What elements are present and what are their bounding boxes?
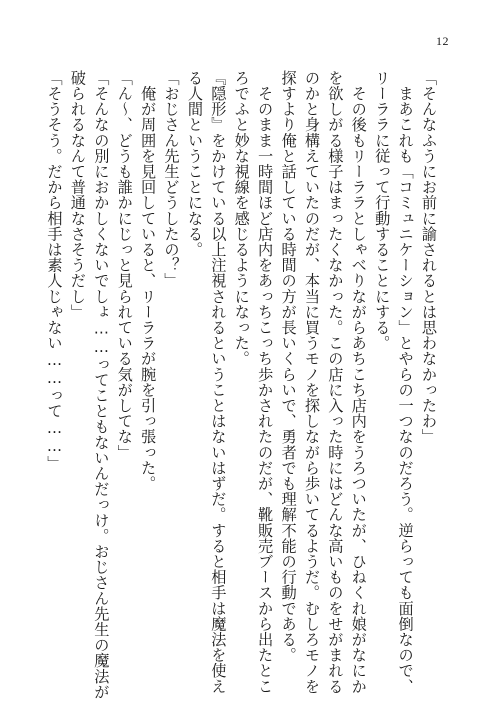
text-line: る人間ということになる。 [185,70,204,258]
text-line: 「そうそう。だから相手は素人じゃない……って……」 [45,70,64,472]
text-line: 「そんなふうにお前に諭されるとは思わなかったわ」 [420,70,438,445]
text-line: その後もリーララとしゃべりながらあちこち店内をうろついたが、ひねくれ娘がなにか [349,70,368,694]
text-line: 俺が周囲を見回していると、リーララが腕を引っ張った。 [139,70,158,492]
text-line: ろでふと妙な視線を感じるようになった。 [232,70,251,367]
text-line: 『隠形』をかけている以上注視されるということはないはずだ。すると相手は魔法を使え [209,70,228,694]
text-line: 「ん～、どうも誰かにじっと見られている気がしてな」 [115,70,134,460]
page-number: 12 [436,34,449,48]
text-line: 破られるなんて普通なさそうだし」 [68,70,87,320]
text-line: リーララに従って行動することにする。 [373,70,392,351]
text-line: 「おじさん先生どうしたの？」 [162,70,181,289]
text-line: 「そんなの別におかしくないでしょ……ってこともないんだっけ。おじさん先生の魔法が [92,70,111,700]
vertical-text-block [42,70,440,700]
text-line: のかと身構えていたのだが、本当に買うモノを探しながら歩いてるようだ。むしろモノを [302,70,321,694]
text-line: 探すより俺と話している時間の方が長いくらいで、勇者でも理解不能の行動である。 [279,70,298,663]
text-line: まあこれも「コミュニケーション」とやらの一つなのだろう。逆らっても面倒なので、 [396,70,415,694]
text-line: そのまま一時間ほど店内をあっちこっち歩かされたのだが、靴販売ブースから出たとこ [256,70,275,694]
text-line: を欲しがる様子はまったくなかった。この店に入った時にはどんな高いものをせがまれる [326,70,345,694]
